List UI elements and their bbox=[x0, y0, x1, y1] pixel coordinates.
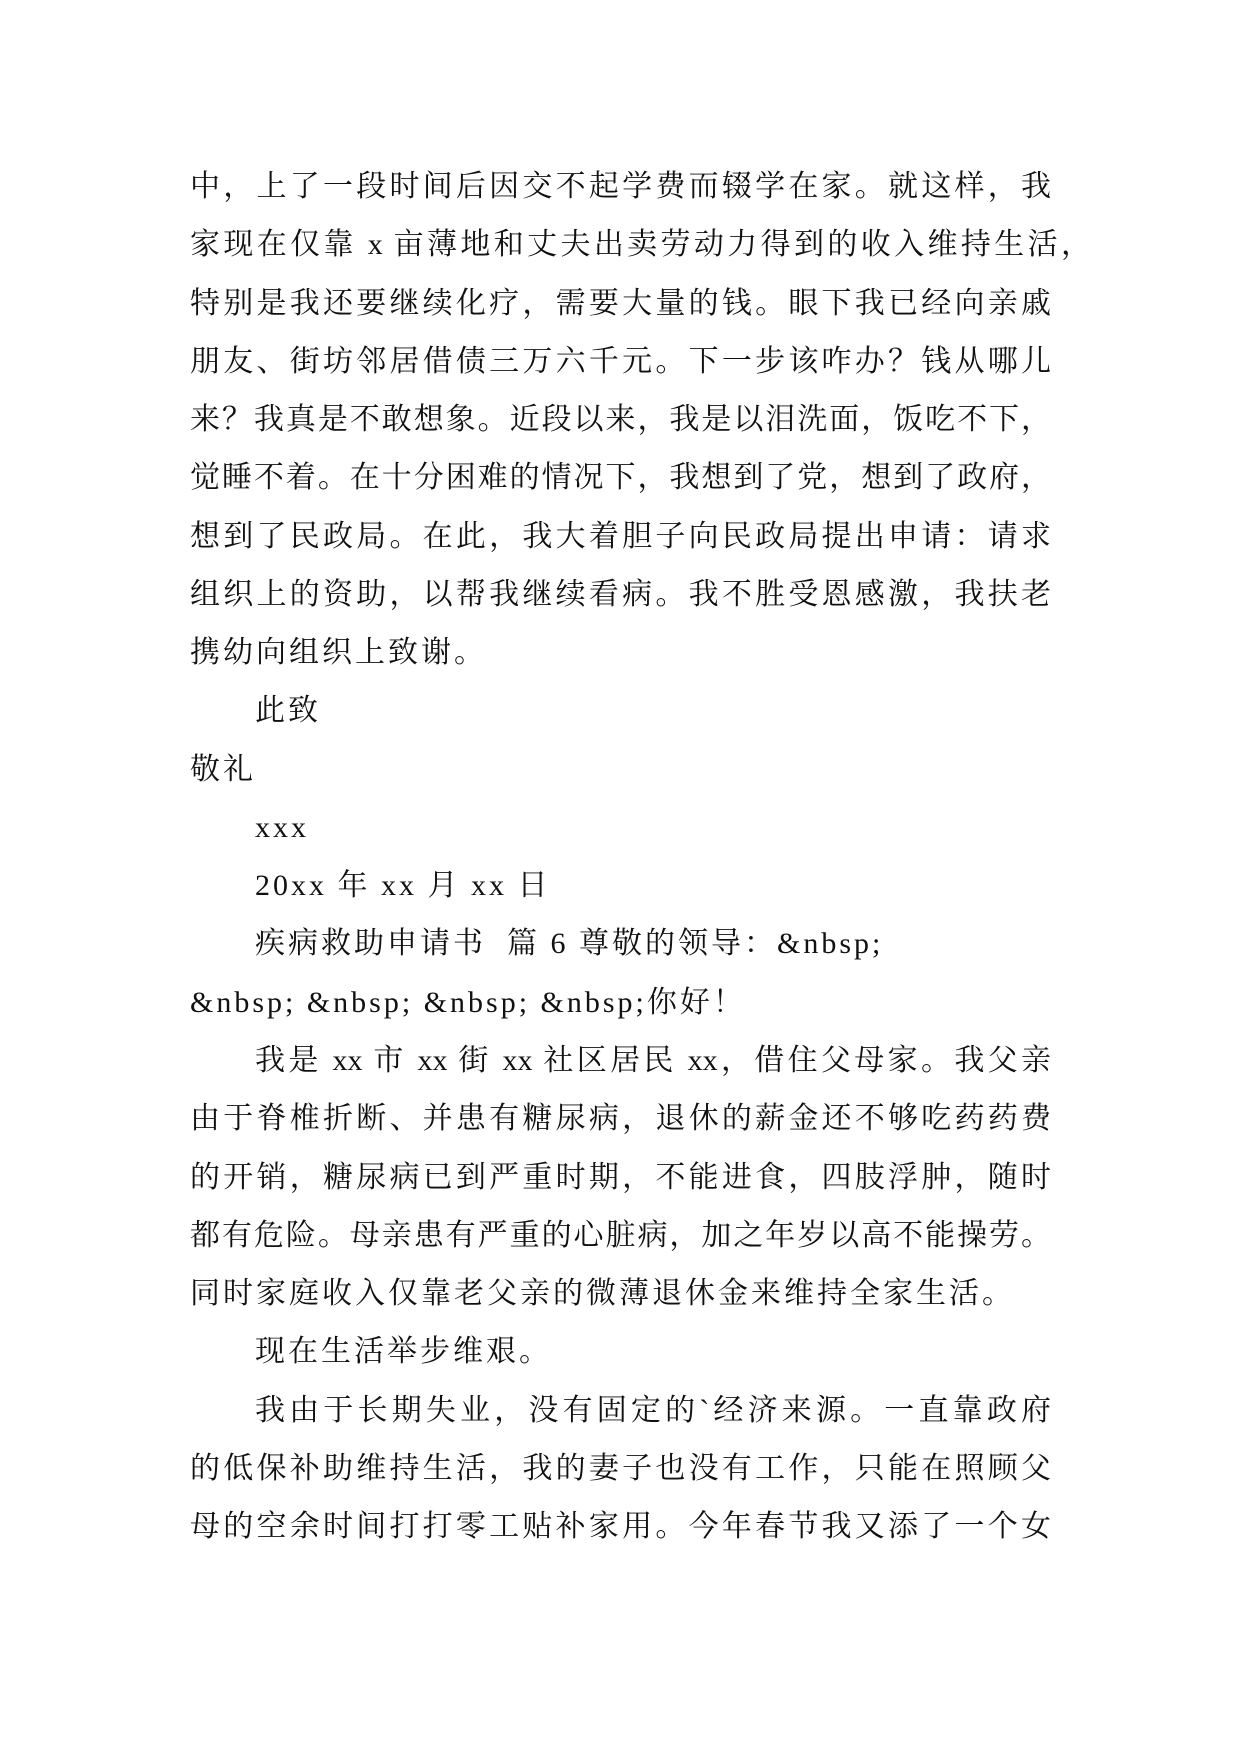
closing-phrase: 此致 bbox=[255, 694, 321, 728]
body-line: 由于脊椎折断、并患有糖尿病，退休的薪金还不够吃药药费 bbox=[190, 1102, 1051, 1136]
body-line: 母的空余时间打打零工贴补家用。今年春节我又添了一个女 bbox=[190, 1510, 1051, 1544]
body-line: 朋友、街坊邻居借债三万六千元。下一步该咋办？钱从哪儿 bbox=[190, 344, 1051, 378]
signature-date: 20xx 年 xx 月 xx 日 bbox=[255, 869, 551, 903]
body-line: 特别是我还要继续化疗，需要大量的钱。眼下我已经向亲戚 bbox=[190, 286, 1051, 320]
body-line: 的低保补助维持生活，我的妻子也没有工作，只能在照顾父 bbox=[190, 1451, 1051, 1485]
body-line: 组织上的资助，以帮我继续看病。我不胜受恩感激，我扶老 bbox=[190, 577, 1051, 611]
body-line: 来？我真是不敢想象。近段以来，我是以泪洗面，饭吃不下， bbox=[190, 403, 1051, 437]
section-heading: 疾病救助申请书 篇 6 尊敬的领导：&nbsp; bbox=[255, 927, 884, 961]
body-line: 我是 xx 市 xx 街 xx 社区居民 xx，借住父母家。我父亲 bbox=[255, 1043, 1051, 1077]
body-line: 现在生活举步维艰。 bbox=[255, 1335, 552, 1369]
body-line: 都有危险。母亲患有严重的心脏病，加之年岁以高不能操劳。 bbox=[190, 1218, 1051, 1252]
body-line: 家现在仅靠 x 亩薄地和丈夫出卖劳动力得到的收入维持生活， bbox=[190, 228, 1091, 262]
body-line: 携幼向组织上致谢。 bbox=[190, 636, 487, 670]
signature-name: xxx bbox=[255, 810, 309, 844]
salutation: 敬礼 bbox=[190, 752, 256, 786]
greeting: &nbsp; &nbsp; &nbsp; &nbsp;你好！ bbox=[190, 985, 746, 1019]
body-line: 觉睡不着。在十分困难的情况下，我想到了党，想到了政府， bbox=[190, 461, 1051, 495]
body-line: 的开销，糖尿病已到严重时期，不能进食，四肢浮肿，随时 bbox=[190, 1160, 1051, 1194]
body-line: 我由于长期失业，没有固定的`经济来源。一直靠政府 bbox=[255, 1393, 1051, 1427]
body-line: 同时家庭收入仅靠老父亲的微薄退休金来维持全家生活。 bbox=[190, 1277, 1015, 1311]
body-line: 想到了民政局。在此，我大着胆子向民政局提出申请：请求 bbox=[190, 519, 1051, 553]
body-line: 中，上了一段时间后因交不起学费而辍学在家。就这样，我 bbox=[190, 170, 1051, 203]
document-page bbox=[0, 158, 1241, 1556]
